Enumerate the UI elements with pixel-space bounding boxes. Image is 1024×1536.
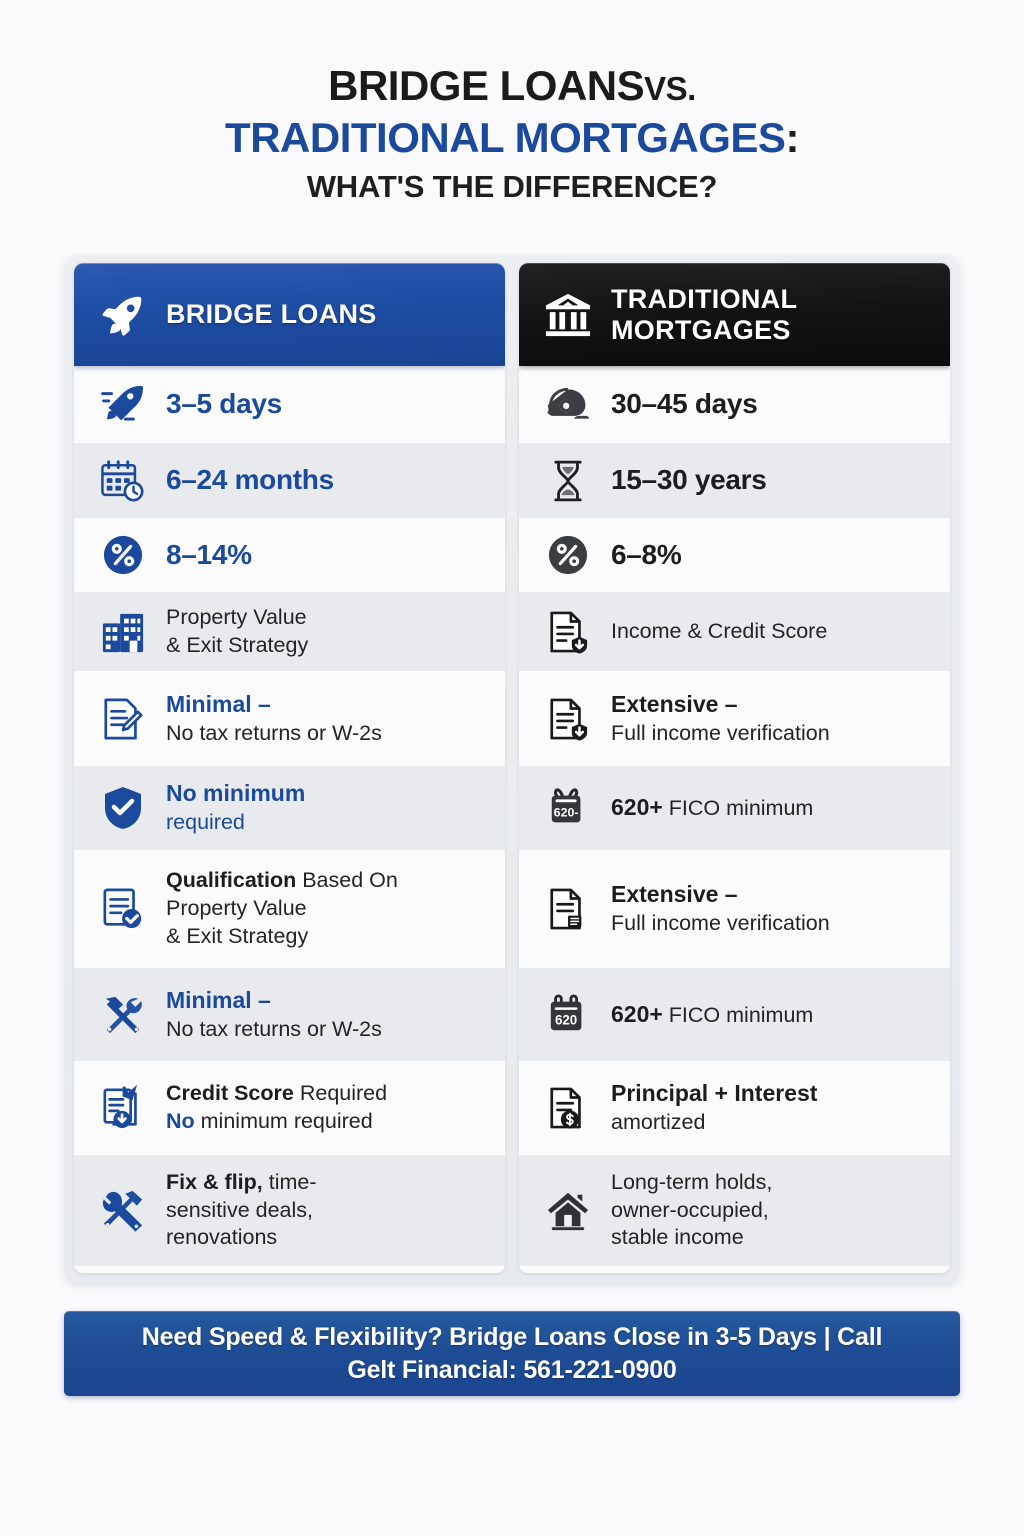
rows-traditional-mortgages bbox=[519, 366, 950, 1273]
credit-no-after: minimum required bbox=[194, 1109, 373, 1133]
credit-score-bold: Credit Score bbox=[166, 1081, 294, 1106]
value-term-bridge: 6–24 months bbox=[166, 464, 334, 496]
comparison-card bbox=[64, 255, 960, 1285]
cta-line-2: Gelt Financial: 561-221-0900 bbox=[347, 1355, 677, 1384]
bank-icon bbox=[541, 292, 595, 338]
row-text-left bbox=[166, 867, 489, 951]
docs2-bold-left: Minimal – bbox=[166, 986, 271, 1013]
cta-banner[interactable] bbox=[64, 1311, 960, 1396]
row-text-right bbox=[611, 1000, 934, 1030]
tools-icon bbox=[94, 993, 152, 1037]
table-row bbox=[519, 592, 950, 672]
row-text-left bbox=[166, 462, 489, 498]
qual-bold: Qualification bbox=[166, 868, 297, 893]
usecase-line-2: sensitive deals, bbox=[166, 1197, 313, 1222]
shield-check-icon bbox=[94, 785, 152, 831]
table-row bbox=[519, 968, 950, 1062]
column-header-traditional-mortgages bbox=[519, 263, 950, 366]
building-icon bbox=[94, 610, 152, 654]
title-line-2 bbox=[0, 111, 1024, 165]
docs-bold-right: Extensive – bbox=[611, 690, 738, 717]
title-vs: VS. bbox=[644, 70, 696, 107]
row-text-right bbox=[611, 462, 934, 498]
docs-bold-left: Minimal – bbox=[166, 690, 271, 717]
qual-after: Based On bbox=[296, 868, 398, 893]
row-text-right bbox=[611, 690, 934, 748]
table-row bbox=[519, 851, 950, 968]
row-text-left bbox=[166, 690, 489, 748]
credit-sub-left: required bbox=[166, 810, 245, 834]
docs2-sub-left: No tax returns or W-2s bbox=[166, 1016, 382, 1041]
value-rate-traditional: 6–8% bbox=[611, 538, 682, 570]
row-text-right bbox=[611, 537, 934, 573]
usecase-bold: Fix & flip, bbox=[166, 1169, 263, 1194]
usecase-right-line-3: stable income bbox=[611, 1225, 744, 1250]
row-text-left bbox=[166, 1080, 489, 1136]
qualification-line-1: Property Value bbox=[166, 604, 307, 629]
row-text-right bbox=[611, 793, 934, 823]
qualification-line-2: & Exit Strategy bbox=[166, 632, 309, 657]
qual-bold-right: Extensive – bbox=[611, 881, 738, 908]
docs-sub-right: Full income verification bbox=[611, 720, 830, 745]
table-row bbox=[74, 1062, 505, 1155]
page-title bbox=[0, 0, 1024, 211]
value-closing-time-bridge: 3–5 days bbox=[166, 387, 282, 419]
qual-line-3: & Exit Strategy bbox=[166, 923, 309, 948]
usecase-line-3: renovations bbox=[166, 1225, 278, 1250]
credit-no-bold: No bbox=[166, 1109, 195, 1133]
docs-sub-left: No tax returns or W-2s bbox=[166, 720, 382, 745]
title-subtitle: WHAT'S THE DIFFERENCE? bbox=[306, 169, 718, 205]
fico2-bold-right: 620+ bbox=[611, 1000, 663, 1027]
row-text-right bbox=[611, 618, 934, 646]
svg-text:620-: 620- bbox=[553, 805, 579, 820]
document-lines-icon bbox=[539, 886, 597, 932]
fico-calendar-icon bbox=[539, 994, 597, 1036]
hourglass-icon bbox=[539, 459, 597, 503]
rocket-speed-icon bbox=[94, 384, 152, 424]
column-header-label-left: BRIDGE LOANS bbox=[166, 299, 377, 330]
table-row bbox=[74, 766, 505, 851]
qualification-right-line-1: Income & Credit Score bbox=[611, 618, 828, 643]
value-rate-bridge: 8–14% bbox=[166, 538, 252, 570]
row-text-right bbox=[611, 880, 934, 938]
fico-badge-icon bbox=[539, 787, 597, 829]
document-verify-icon bbox=[539, 696, 597, 742]
house-icon bbox=[539, 1190, 597, 1232]
table-row bbox=[519, 443, 950, 519]
row-text-left bbox=[166, 386, 489, 422]
table-row bbox=[519, 766, 950, 851]
document-edit-icon bbox=[94, 696, 152, 742]
column-traditional-mortgages bbox=[519, 263, 950, 1273]
payment-bold-right: Principal + Interest bbox=[611, 1080, 818, 1107]
table-row bbox=[74, 851, 505, 968]
table-row bbox=[519, 1155, 950, 1266]
calendar-clock-icon bbox=[94, 459, 152, 503]
credit-report-icon bbox=[94, 1085, 152, 1131]
row-text-right bbox=[611, 1169, 934, 1253]
usecase-right-line-1: Long-term holds, bbox=[611, 1169, 773, 1194]
table-row bbox=[74, 519, 505, 592]
row-text-left bbox=[166, 537, 489, 573]
row-text-right bbox=[611, 1079, 934, 1137]
value-term-traditional: 15–30 years bbox=[611, 464, 767, 496]
title-bridge-loans: BRIDGE LOANS bbox=[328, 62, 645, 109]
row-text-left bbox=[166, 604, 489, 660]
table-row bbox=[519, 519, 950, 592]
snail-icon bbox=[539, 387, 597, 421]
title-line-1 bbox=[0, 62, 1024, 111]
table-row bbox=[519, 366, 950, 443]
svg-text:620: 620 bbox=[554, 1012, 578, 1028]
percent-circle-icon bbox=[94, 534, 152, 576]
document-check-icon bbox=[539, 609, 597, 655]
row-text-right bbox=[611, 386, 934, 422]
table-row bbox=[519, 1062, 950, 1155]
usecase-after: time- bbox=[262, 1169, 317, 1194]
column-header-bridge-loans bbox=[74, 263, 505, 366]
table-row bbox=[74, 443, 505, 519]
column-bridge-loans bbox=[74, 263, 505, 1273]
value-closing-time-traditional: 30–45 days bbox=[611, 387, 758, 419]
payment-sub-right: amortized bbox=[611, 1110, 706, 1134]
table-row bbox=[74, 672, 505, 766]
table-row bbox=[74, 968, 505, 1062]
table-row bbox=[74, 366, 505, 443]
table-row bbox=[74, 592, 505, 672]
rows-bridge-loans bbox=[74, 366, 505, 1273]
title-traditional-mortgages: TRADITIONAL MORTGAGES bbox=[225, 113, 786, 161]
table-row bbox=[519, 672, 950, 766]
row-text-left bbox=[166, 986, 489, 1044]
table-row bbox=[74, 1155, 505, 1266]
document-approved-icon bbox=[94, 886, 152, 932]
row-text-left bbox=[166, 1169, 489, 1253]
wrench-screwdriver-icon bbox=[94, 1189, 152, 1233]
usecase-right-line-2: owner-occupied, bbox=[611, 1197, 769, 1222]
fico2-sub-right: FICO minimum bbox=[668, 1002, 814, 1027]
rocket-icon bbox=[96, 292, 150, 338]
qual-sub-right: Full income verification bbox=[611, 911, 830, 935]
fico-sub-right: FICO minimum bbox=[668, 796, 814, 821]
row-text-left bbox=[166, 779, 489, 837]
cta-line-1: Need Speed & Flexibility? Bridge Loans Close in 3-5 Days | Call bbox=[141, 1322, 883, 1351]
credit-score-after: Required bbox=[293, 1081, 388, 1106]
document-dollar-icon bbox=[539, 1085, 597, 1131]
column-header-label-right: TRADITIONAL MORTGAGES bbox=[611, 284, 797, 345]
comparison-columns bbox=[74, 263, 950, 1273]
qual-line-2: Property Value bbox=[166, 896, 307, 921]
percent-circle-icon bbox=[539, 534, 597, 576]
credit-bold-left: No minimum bbox=[166, 780, 306, 807]
fico-bold-right: 620+ bbox=[611, 794, 663, 821]
title-colon: : bbox=[785, 113, 799, 161]
